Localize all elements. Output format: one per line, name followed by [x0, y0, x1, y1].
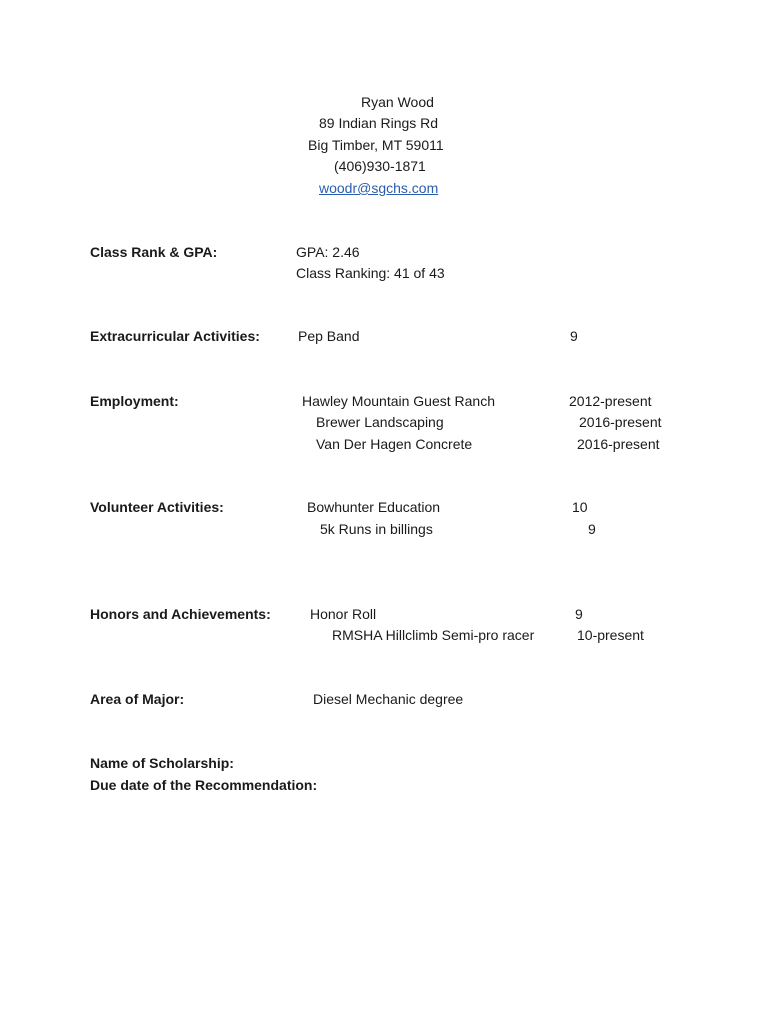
- applicant-name: Ryan Wood: [361, 94, 434, 110]
- employment-item-name: Van Der Hagen Concrete: [316, 436, 473, 452]
- honors-label: Honors and Achievements:: [90, 606, 271, 622]
- recommendation-due-label: Due date of the Recommendation:: [90, 777, 318, 793]
- volunteer-label: Volunteer Activities:: [90, 499, 224, 515]
- major-label: Area of Major:: [90, 691, 185, 707]
- honors-item-when: 10-present: [577, 627, 644, 643]
- gpa-value: GPA: 2.46: [296, 244, 360, 260]
- employment-item-name: Hawley Mountain Guest Ranch: [302, 393, 495, 409]
- employment-label: Employment:: [90, 393, 179, 409]
- city-state-zip: Big Timber, MT 59011: [308, 137, 444, 153]
- extracurricular-label: Extracurricular Activities:: [90, 328, 260, 344]
- employment-item-when: 2012-present: [569, 393, 652, 409]
- major-value: Diesel Mechanic degree: [313, 691, 464, 707]
- volunteer-item-when: 10: [572, 499, 588, 515]
- extracurricular-item-when: 9: [570, 328, 578, 344]
- volunteer-item-name: Bowhunter Education: [307, 499, 441, 515]
- honors-item-name: Honor Roll: [310, 606, 377, 622]
- volunteer-item-when: 9: [588, 521, 596, 537]
- honors-item-when: 9: [575, 606, 583, 622]
- volunteer-item-name: 5k Runs in billings: [320, 521, 433, 537]
- scholarship-name-label: Name of Scholarship:: [90, 755, 234, 771]
- class-rank-label: Class Rank & GPA:: [90, 244, 218, 260]
- employment-item-when: 2016-present: [577, 436, 660, 452]
- honors-item-name: RMSHA Hillclimb Semi-pro racer: [332, 627, 535, 643]
- phone-number: (406)930-1871: [334, 158, 426, 174]
- extracurricular-item-name: Pep Band: [298, 328, 360, 344]
- email-link[interactable]: woodr@sgchs.com: [319, 180, 439, 196]
- employment-item-when: 2016-present: [579, 414, 662, 430]
- class-ranking-value: Class Ranking: 41 of 43: [296, 265, 445, 281]
- employment-item-name: Brewer Landscaping: [316, 414, 444, 430]
- street-address: 89 Indian Rings Rd: [319, 115, 439, 131]
